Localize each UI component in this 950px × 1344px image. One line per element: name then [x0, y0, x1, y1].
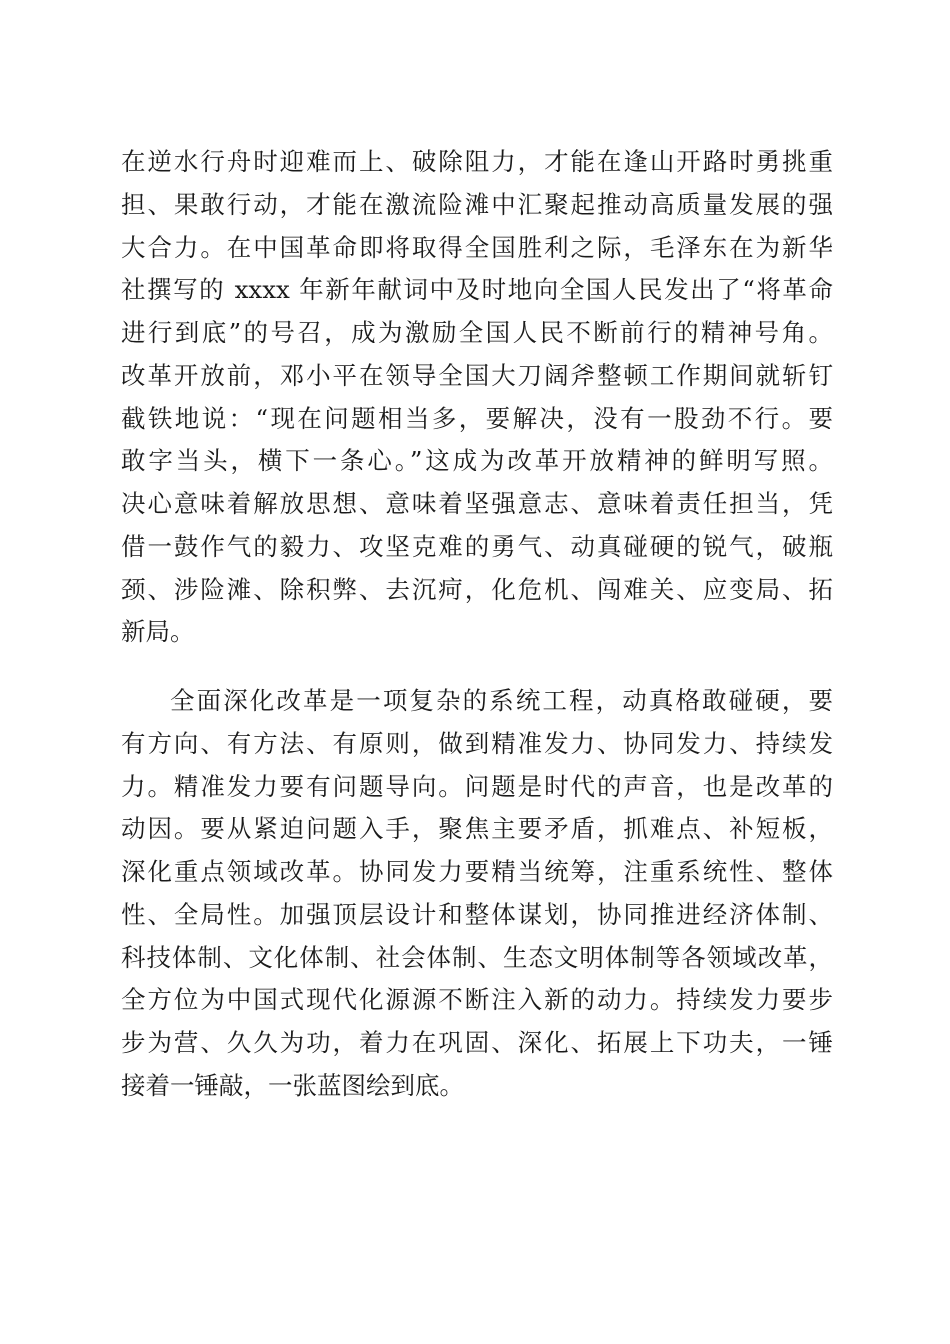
paragraph-line: 社撰写的 xxxx 年新年献词中及时地向全国人民发出了“将革命 — [121, 275, 833, 305]
paragraph-line: 有方向、有方法、有原则，做到精准发力、协同发力、持续发 — [121, 728, 833, 758]
paragraph-line: 力。精准发力要有问题导向。问题是时代的声音，也是改革的 — [121, 771, 833, 801]
paragraph-line: 全方位为中国式现代化源源不断注入新的动力。持续发力要步 — [121, 985, 833, 1015]
paragraph-line: 改革开放前，邓小平在领导全国大刀阔斧整顿工作期间就斩钉 — [121, 360, 833, 390]
paragraph-line: 全面深化改革是一项复杂的系统工程，动真格敢碰硬，要 — [170, 686, 833, 715]
paragraph-line: 在逆水行舟时迎难而上、破除阻力，才能在逢山开路时勇挑重 — [121, 147, 833, 176]
paragraph-line: 截铁地说：“现在问题相当多，要解决，没有一股劲不行。要 — [121, 403, 833, 433]
paragraph-line: 担、果敢行动，才能在激流险滩中汇聚起推动高质量发展的强 — [121, 189, 833, 219]
paragraph-line: 科技体制、文化体制、社会体制、生态文明体制等各领域改革， — [121, 942, 833, 972]
paragraph-line: 进行到底”的号召，成为激励全国人民不断前行的精神号角。 — [121, 318, 833, 347]
paragraph-line: 新局。 — [121, 617, 195, 647]
paragraph-2 — [121, 680, 833, 1108]
paragraph-line: 步为营、久久为功，着力在巩固、深化、拓展上下功夫，一锤 — [121, 1028, 833, 1057]
paragraph-line: 决心意味着解放思想、意味着坚强意志、意味着责任担当，凭 — [121, 489, 833, 518]
paragraph-line: 接着一锤敲，一张蓝图绘到底。 — [121, 1070, 464, 1100]
paragraph-line: 借一鼓作气的毅力、攻坚克难的勇气、动真碰硬的锐气，破瓶 — [121, 531, 833, 561]
paragraph-line: 颈、涉险滩、除积弊、去沉疴，化危机、闯难关、应变局、拓 — [121, 574, 833, 604]
paragraph-1 — [121, 141, 833, 654]
paragraph-line: 深化重点领域改革。协同发力要精当统筹，注重系统性、整体 — [121, 857, 833, 886]
paragraph-line: 动因。要从紧迫问题入手，聚焦主要矛盾，抓难点、补短板， — [121, 814, 833, 844]
paragraph-line: 敢字当头，横下一条心。”这成为改革开放精神的鲜明写照。 — [121, 446, 833, 476]
paragraph-line: 性、全局性。加强顶层设计和整体谋划，协同推进经济体制、 — [121, 899, 833, 929]
paragraph-line: 大合力。在中国革命即将取得全国胜利之际，毛泽东在为新华 — [121, 232, 833, 262]
